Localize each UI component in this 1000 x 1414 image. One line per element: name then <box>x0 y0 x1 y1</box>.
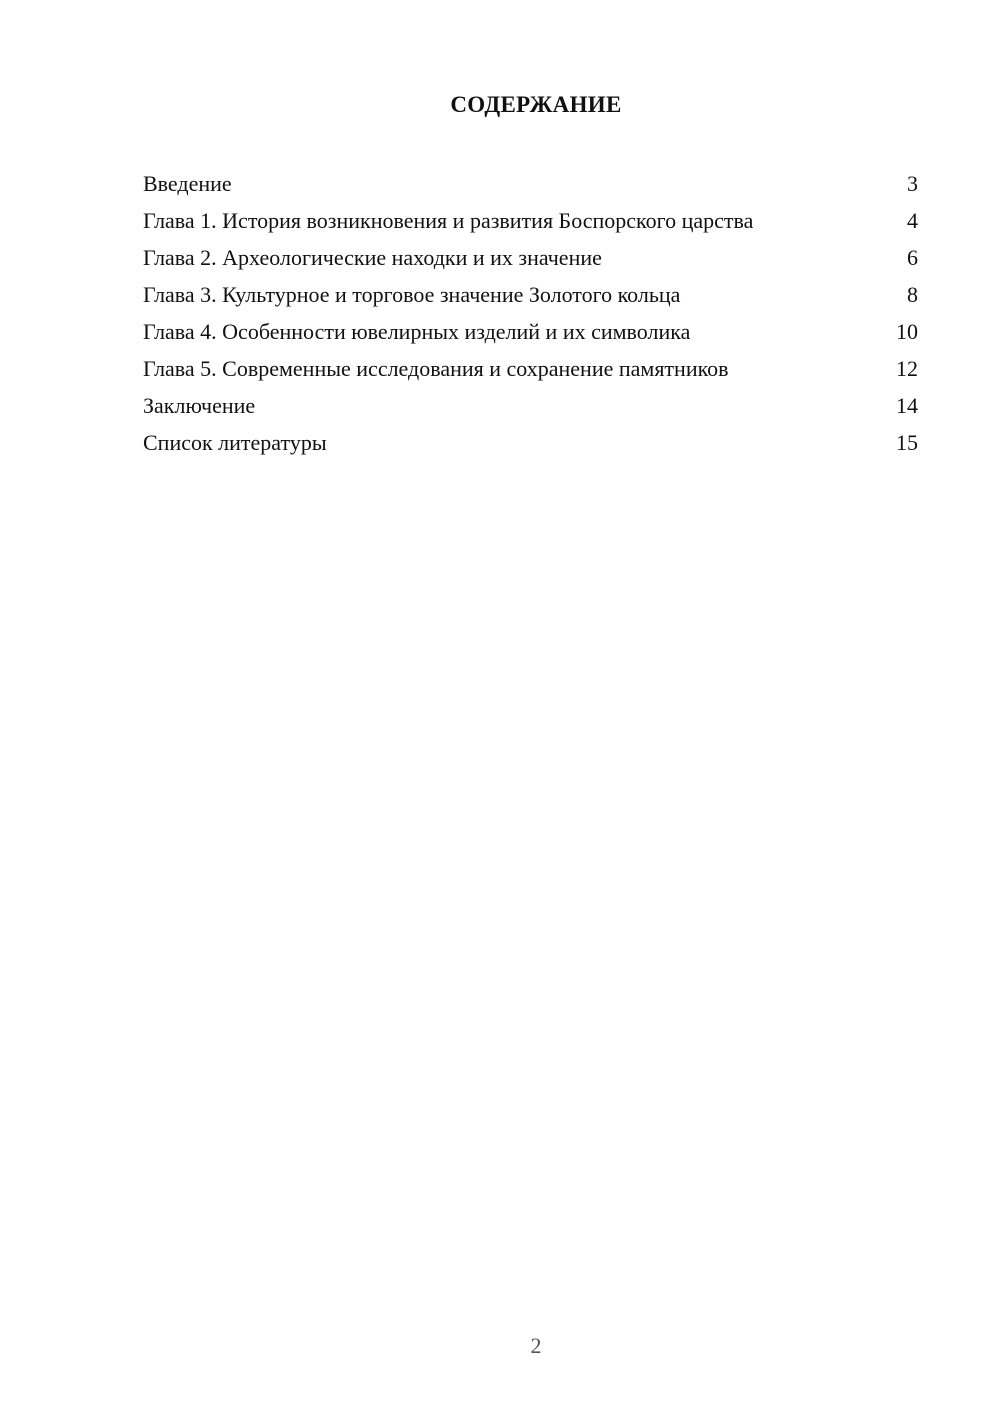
toc-entry-label: Глава 4. Особенности ювелирных изделий и их символика <box>143 319 691 344</box>
toc-entry-label: Глава 3. Культурное и торговое значение Золотого кольца <box>143 282 681 307</box>
toc-entry-page: 6 <box>907 245 918 270</box>
table-of-contents <box>143 170 918 466</box>
toc-entry-page: 15 <box>896 430 918 455</box>
toc-entry-label: Глава 2. Археологические находки и их значение <box>143 245 602 270</box>
toc-entry-label: Введение <box>143 171 232 196</box>
toc-entry <box>143 207 918 234</box>
toc-entry <box>143 318 918 345</box>
toc-entry-page: 10 <box>896 319 918 344</box>
toc-entry-label: Глава 5. Современные исследования и сохранение памятников <box>143 356 729 381</box>
toc-entry-label: Глава 1. История возникновения и развития Боспорского царства <box>143 208 754 233</box>
toc-entry <box>143 392 918 419</box>
toc-entry-page: 14 <box>896 393 918 418</box>
toc-entry-page: 12 <box>896 356 918 381</box>
page-number: 2 <box>530 1333 542 1358</box>
toc-entry <box>143 281 918 308</box>
toc-entry-label: Заключение <box>143 393 256 418</box>
page-title: СОДЕРЖАНИЕ <box>450 92 622 117</box>
toc-entry <box>143 355 918 382</box>
toc-entry-page: 3 <box>907 171 918 196</box>
toc-entry-label: Список литературы <box>143 430 327 455</box>
toc-entry-page: 8 <box>907 282 918 307</box>
toc-entry-page: 4 <box>907 208 918 233</box>
toc-entry <box>143 244 918 271</box>
toc-entry <box>143 170 918 197</box>
toc-entry <box>143 429 918 456</box>
